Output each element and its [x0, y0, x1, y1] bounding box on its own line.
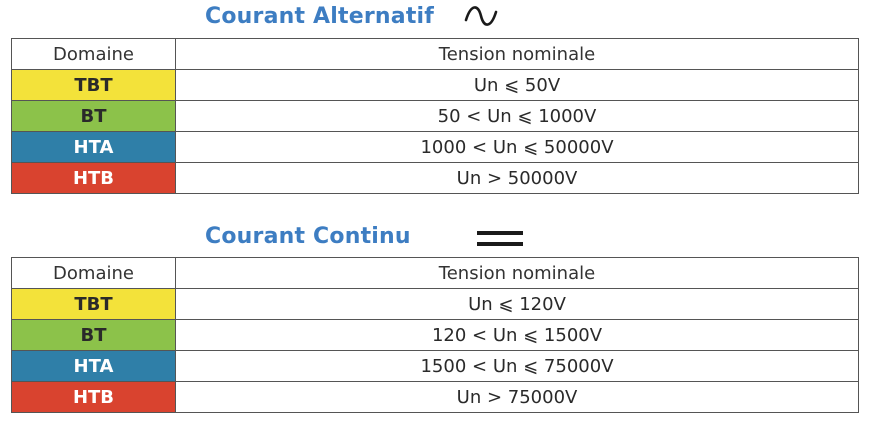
table-row [12, 70, 859, 101]
ac-title-row [0, 0, 873, 37]
tension-cell: 50 < Un ⩽ 1000V [176, 101, 859, 132]
table-row [12, 163, 859, 194]
domain-cell: HTA [12, 351, 176, 382]
domain-cell: TBT [12, 70, 176, 101]
ac-header-domain: Domaine [12, 39, 176, 70]
domain-cell: HTB [12, 382, 176, 413]
domain-cell: TBT [12, 289, 176, 320]
table-row [12, 382, 859, 413]
dc-title: Courant Continu [205, 224, 411, 249]
ac-header-row [12, 39, 859, 70]
tension-cell: 1500 < Un ⩽ 75000V [176, 351, 859, 382]
tension-cell: Un > 75000V [176, 382, 859, 413]
equals-bars-icon [476, 228, 524, 250]
dc-title-row [0, 219, 873, 256]
table-row [12, 101, 859, 132]
tension-cell: Un ⩽ 50V [176, 70, 859, 101]
table-row [12, 289, 859, 320]
ac-title: Courant Alternatif [205, 4, 435, 29]
tension-cell: Un ⩽ 120V [176, 289, 859, 320]
table-row [12, 320, 859, 351]
ac-section [0, 0, 873, 189]
tension-cell: 120 < Un ⩽ 1500V [176, 320, 859, 351]
table-row [12, 132, 859, 163]
domain-cell: BT [12, 320, 176, 351]
dc-header-domain: Domaine [12, 258, 176, 289]
table-row [12, 351, 859, 382]
domain-cell: BT [12, 101, 176, 132]
dc-header-tension: Tension nominale [176, 258, 859, 289]
domain-cell: HTA [12, 132, 176, 163]
dc-header-row [12, 258, 859, 289]
ac-table [11, 38, 859, 194]
tension-cell: 1000 < Un ⩽ 50000V [176, 132, 859, 163]
ac-header-tension: Tension nominale [176, 39, 859, 70]
sine-wave-icon [464, 2, 498, 30]
dc-table [11, 257, 859, 413]
dc-section [0, 219, 873, 408]
domain-cell: HTB [12, 163, 176, 194]
tension-cell: Un > 50000V [176, 163, 859, 194]
